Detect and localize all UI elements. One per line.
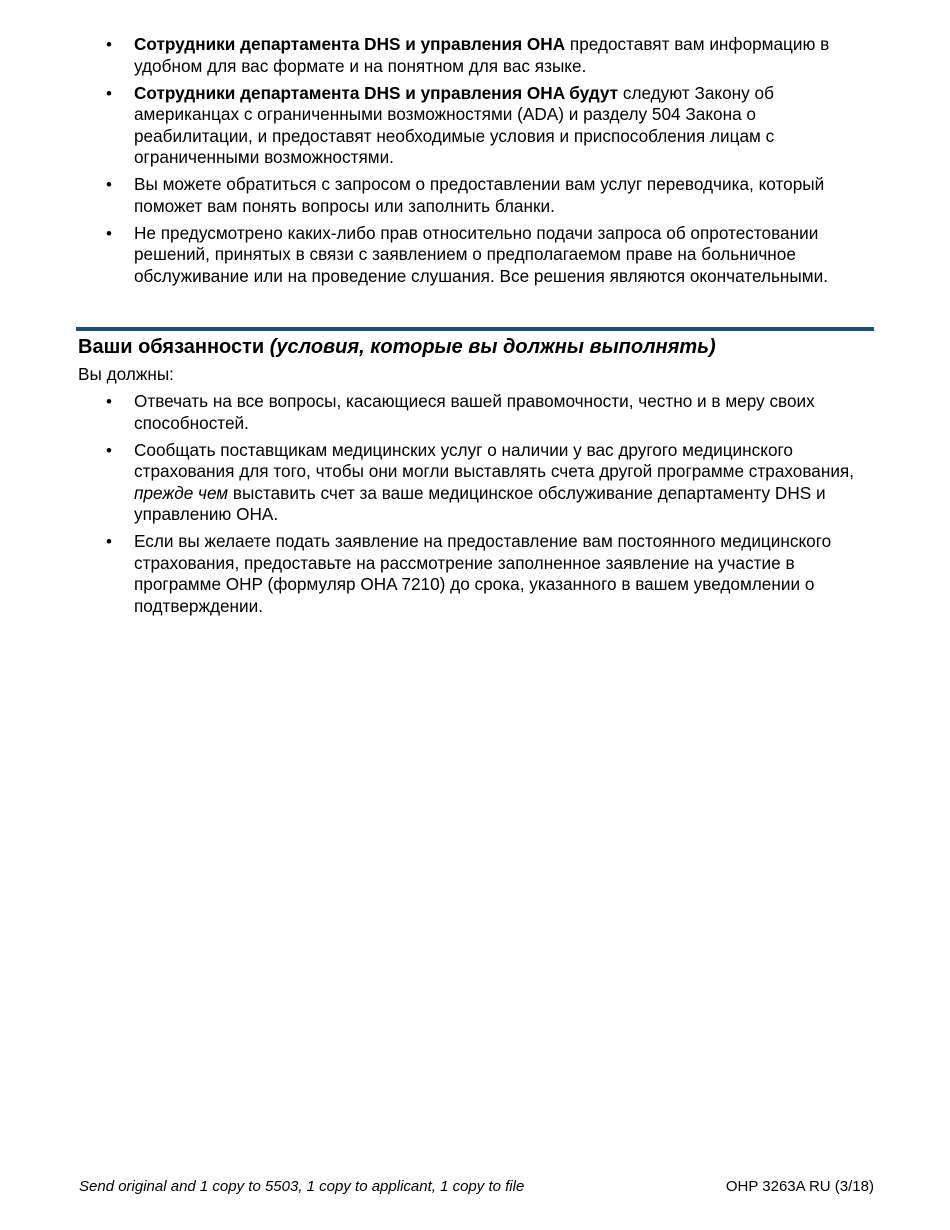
- list-item-bold: Сотрудники департамента DHS и управления OHA: [134, 34, 566, 54]
- list-item-text: Если вы желаете подать заявление на предоставление вам постоянного медицинского страхования, предоставьте на рассмотрение заполненное заявление на участие в программе OHP (формуляр OHA 7210) до срока, указанного в вашем уведомлении о подтверждении.: [134, 531, 832, 616]
- section-heading: [78, 335, 716, 359]
- list-item: [106, 391, 871, 434]
- list-item: [106, 174, 871, 217]
- list-item: [106, 34, 871, 77]
- list-item-text: Не предусмотрено каких-либо прав относительно подачи запроса об опротестовании решений, принятых в связи с заявлением о предполагаемом праве на больничное обслуживание или на проведение слушания. Все решения являются окончательными.: [134, 222, 828, 286]
- list-item-text: Сообщать поставщикам медицинских услуг о наличии у вас другого медицинского страхования для того, чтобы они могли выставлять счета другой программе страхования,: [134, 439, 855, 481]
- list-item: [106, 223, 871, 288]
- list-item: [106, 531, 871, 617]
- rights-list: [106, 34, 871, 293]
- footer-form-number: OHP 3263A RU (3/18): [725, 1178, 874, 1195]
- bullet-icon: •: [106, 532, 112, 551]
- list-item-text: Отвечать на все вопросы, касающиеся вашей правомочности, честно и в меру своих способностей.: [134, 391, 815, 433]
- list-item-text: следуют Закону об американцах с ограниченными возможностями (ADA) и разделу 504 Закона о реабилитации, и предоставят необходимые условия и приспособления лицам с ограниченными возможностями.: [134, 82, 775, 167]
- bullet-icon: •: [106, 440, 112, 460]
- section-divider: [76, 327, 874, 331]
- bullet-icon: •: [106, 35, 112, 54]
- list-item-emphasis: прежде чем: [134, 482, 229, 503]
- section-heading-subtitle: (условия, которые вы должны выполнять): [269, 336, 716, 358]
- list-item: [106, 440, 871, 526]
- list-item: [106, 83, 871, 169]
- duties-intro: Вы должны:: [78, 364, 174, 384]
- duties-list: [106, 391, 871, 623]
- list-item-bold: Сотрудники департамента DHS и управления OHA будут: [134, 82, 619, 103]
- footer-routing-note: Send original and 1 copy to 5503, 1 copy to applicant, 1 copy to file: [79, 1178, 525, 1195]
- list-item-text: предоставят вам информацию в удобном для вас формате и на понятном для вас языке.: [134, 34, 830, 76]
- bullet-icon: •: [106, 83, 112, 103]
- section-heading-main: Ваши обязанности: [78, 336, 270, 358]
- list-item-text: Вы можете обратиться с запросом о предоставлении вам услуг переводчика, который поможет вам понять вопросы или заполнить бланки.: [134, 174, 825, 216]
- list-item-text: выставить счет за ваше медицинское обслуживание департаменту DHS и управлению OHA.: [134, 482, 826, 524]
- bullet-icon: •: [106, 392, 112, 411]
- bullet-icon: •: [106, 223, 112, 243]
- bullet-icon: •: [106, 175, 112, 194]
